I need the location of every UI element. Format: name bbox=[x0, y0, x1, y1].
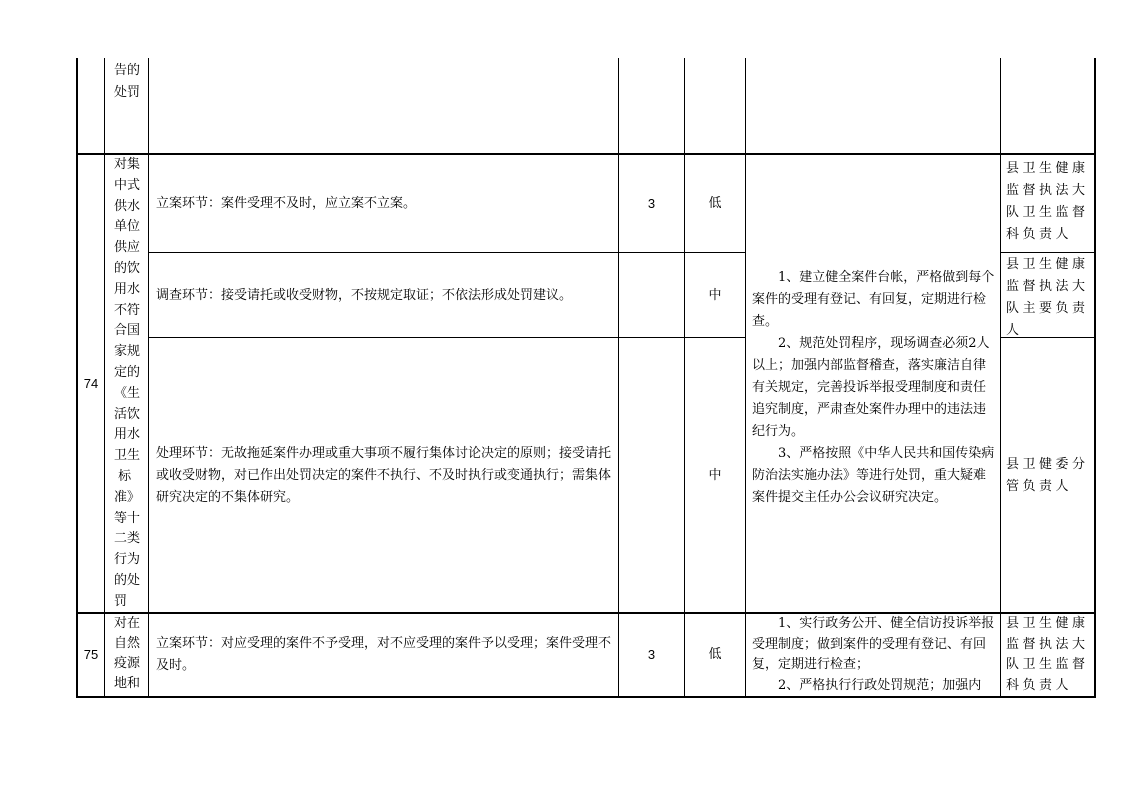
risk-level-75: 3 bbox=[647, 647, 656, 662]
table-border bbox=[1000, 252, 1096, 253]
risk-handling-74: 处理环节：无故拖延案件办理或重大事项不履行集体讨论决定的原则；接受请托或收受财物，对已作出处罚决定的案件不执行、不及时执行或变通执行；需集体研究决定的不集体研究。 bbox=[156, 446, 612, 505]
risk-investigation-74: 调查环节：接受请托或收受财物，不按规定取证；不依法形成处罚建议。 bbox=[156, 288, 573, 303]
owner-75: 县卫生健康监督执法大队卫生监督科负责人 bbox=[1006, 616, 1089, 693]
risk-grade-74-3: 中 bbox=[708, 468, 722, 483]
table-border bbox=[76, 153, 1096, 155]
risk-filing-75: 立案环节：对应受理的案件不予受理，对不应受理的案件予以受理；案件受理不及时。 bbox=[156, 636, 612, 673]
risk-grade-75: 低 bbox=[708, 647, 722, 662]
risk-level-74-1: 3 bbox=[647, 196, 656, 211]
row-index-75: 75 bbox=[83, 647, 99, 662]
risk-grade-74-1: 低 bbox=[708, 196, 722, 211]
owner-74-3: 县卫健委分管负责人 bbox=[1006, 457, 1089, 494]
risk-filing-74: 立案环节：案件受理不及时，应立案不立案。 bbox=[156, 196, 417, 211]
risk-grade-74-2: 中 bbox=[708, 288, 722, 303]
item-text-75: 对在 自然 疫源 地和 bbox=[114, 616, 141, 691]
table-border bbox=[148, 252, 745, 253]
row-index-74: 74 bbox=[83, 376, 99, 391]
measures-75: 1、实行政务公开、健全信访投诉举报受理制度；做到案件的受理有登记、有回复，定期进行检查； 2、严格执行行政处罚规范；加强内 bbox=[752, 616, 995, 693]
item-text-74: 对集 中式 供水 单位 供应 的饮 用水 不符 合国 家规 定的 《生 活饮 用水 卫生 标 准》 等十 二类 行为 的处 罚 bbox=[114, 157, 141, 609]
table-border bbox=[76, 696, 1096, 698]
item-text-prev: 告的 处罚 bbox=[114, 63, 141, 100]
owner-74-2: 县卫生健康监督执法大队主要负责人 bbox=[1006, 257, 1089, 338]
table-border bbox=[148, 337, 745, 338]
measures-74: 1、建立健全案件台帐，严格做到每个案件的受理有登记、有回复，定期进行检查。 2、规范处罚程序，现场调查必须2人以上；加强内部监督稽查，落实廉洁自律有关规定，完善投诉举报受理制度和责任追究制度，严肃查处案件办理中的违法违纪行为。 3、严格按照《中华人民共和国传染病防治法实施办法》等进行处罚，重大疑难案件提交主任办公会议研究决定。 bbox=[752, 270, 995, 505]
owner-74-1: 县卫生健康监督执法大队卫生监督科负责人 bbox=[1006, 161, 1089, 242]
